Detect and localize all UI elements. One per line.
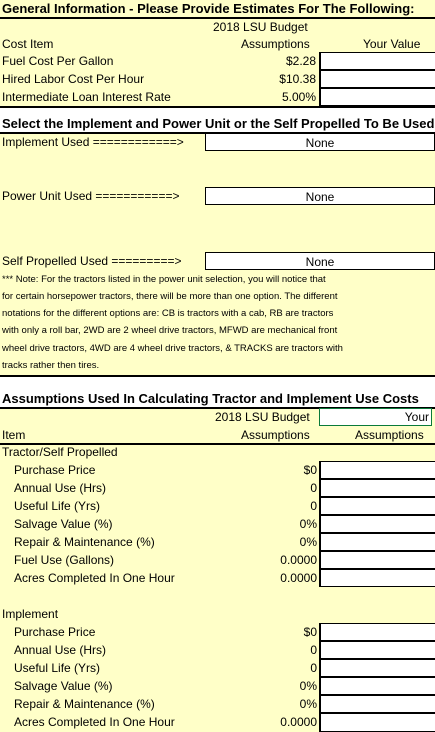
tractor-fuel-use-input[interactable]	[319, 551, 435, 569]
implement-salvage-input[interactable]	[319, 677, 435, 695]
implement-annual-use-input[interactable]	[319, 641, 435, 659]
note-line: for certain horsepower tractors, there will be more than one option. The different	[2, 291, 338, 302]
your-assumptions-header: Assumptions	[355, 428, 424, 442]
tractor-salvage-input[interactable]	[319, 515, 435, 533]
tractor-useful-life-value: 0	[310, 499, 317, 513]
implement-label: Implement Used ============>	[2, 135, 184, 149]
tractor-annual-use-value: 0	[310, 481, 317, 495]
implement-useful-life-input[interactable]	[319, 659, 435, 677]
implement-annual-use-label: Annual Use (Hrs)	[14, 643, 107, 657]
tractor-annual-use-label: Annual Use (Hrs)	[14, 481, 107, 495]
implement-repair-label: Repair & Maintenance (%)	[14, 697, 155, 711]
implement-select[interactable]: None	[205, 133, 435, 151]
implement-useful-life-value: 0	[310, 661, 317, 675]
implement-purchase-price-value: $0	[303, 625, 317, 639]
labor-cost-label: Hired Labor Cost Per Hour	[2, 72, 145, 86]
fuel-cost-input[interactable]	[319, 52, 435, 70]
divider	[0, 375, 435, 377]
tractor-fuel-use-value: 0.0000	[280, 553, 317, 567]
labor-cost-value: $10.38	[279, 72, 316, 86]
self-propelled-label: Self Propelled Used =========>	[2, 254, 182, 268]
implement-useful-life-label: Useful Life (Yrs)	[14, 661, 101, 675]
implement-repair-value: 0%	[299, 697, 317, 711]
implement-salvage-value: 0%	[299, 679, 317, 693]
tractor-acres-label: Acres Completed In One Hour	[14, 571, 175, 585]
tractor-repair-input[interactable]	[319, 533, 435, 551]
note-line: wheel drive tractors, 4WD are 4 wheel drive tractors, & TRACKS are tractors with	[2, 343, 343, 354]
note-line: tracks rather then tires.	[2, 360, 100, 371]
your-col-header[interactable]: Your	[319, 408, 432, 426]
budget-col-header: 2018 LSU Budget	[213, 20, 308, 34]
interest-rate-label: Intermediate Loan Interest Rate	[2, 90, 171, 104]
power-unit-select[interactable]: None	[205, 187, 435, 205]
note-line: notations for the different options are: CB is tractors with a cab, RB are tractors	[2, 308, 334, 319]
tractor-group-label: Tractor/Self Propelled	[2, 445, 118, 459]
tractor-salvage-label: Salvage Value (%)	[14, 517, 113, 531]
assumptions-title: Assumptions Used In Calculating Tractor and Implement Use Costs	[2, 391, 419, 406]
note-line: *** Note: For the tractors listed in the power unit selection, you will notice that	[2, 274, 326, 285]
tractor-repair-label: Repair & Maintenance (%)	[14, 535, 155, 549]
tractor-annual-use-input[interactable]	[319, 479, 435, 497]
item-header: Item	[2, 428, 26, 442]
assumptions-col-header: Assumptions	[241, 428, 310, 442]
your-value-header: Your Value	[363, 37, 421, 51]
general-title: General Information - Please Provide Estimates For The Following:	[2, 1, 415, 16]
interest-rate-input[interactable]	[319, 88, 435, 106]
fuel-cost-value: $2.28	[285, 54, 316, 68]
implement-purchase-price-label: Purchase Price	[14, 625, 96, 639]
assumptions-col-header: Assumptions	[241, 37, 310, 51]
power-unit-label: Power Unit Used ===========>	[2, 189, 180, 203]
tractor-purchase-price-input[interactable]	[319, 461, 435, 479]
tractor-acres-input[interactable]	[319, 569, 435, 587]
labor-cost-input[interactable]	[319, 70, 435, 88]
implement-repair-input[interactable]	[319, 695, 435, 713]
tractor-useful-life-label: Useful Life (Yrs)	[14, 499, 101, 513]
divider	[0, 106, 435, 108]
implement-acres-input[interactable]	[319, 713, 435, 732]
fuel-cost-label: Fuel Cost Per Gallon	[2, 54, 114, 68]
implement-group-label: Implement	[2, 607, 59, 621]
implement-acres-label: Acres Completed In One Hour	[14, 715, 175, 729]
cost-item-header: Cost Item	[2, 37, 54, 51]
tractor-purchase-price-label: Purchase Price	[14, 463, 96, 477]
tractor-repair-value: 0%	[299, 535, 317, 549]
implement-annual-use-value: 0	[310, 643, 317, 657]
budget-col-header: 2018 LSU Budget	[215, 410, 310, 424]
select-title: Select the Implement and Power Unit or the Self Propelled To Be Used	[2, 116, 435, 131]
tractor-useful-life-input[interactable]	[319, 497, 435, 515]
tractor-fuel-use-label: Fuel Use (Gallons)	[14, 553, 115, 567]
implement-salvage-label: Salvage Value (%)	[14, 679, 113, 693]
implement-purchase-price-input[interactable]	[319, 623, 435, 641]
implement-acres-value: 0.0000	[280, 715, 317, 729]
interest-rate-value: 5.00%	[281, 90, 316, 104]
tractor-acres-value: 0.0000	[280, 571, 317, 585]
tractor-purchase-price-value: $0	[303, 463, 317, 477]
self-propelled-select[interactable]: None	[205, 252, 435, 270]
tractor-salvage-value: 0%	[299, 517, 317, 531]
note-line: with only a roll bar, 2WD are 2 wheel drive tractors, MFWD are mechanical front	[2, 325, 338, 336]
